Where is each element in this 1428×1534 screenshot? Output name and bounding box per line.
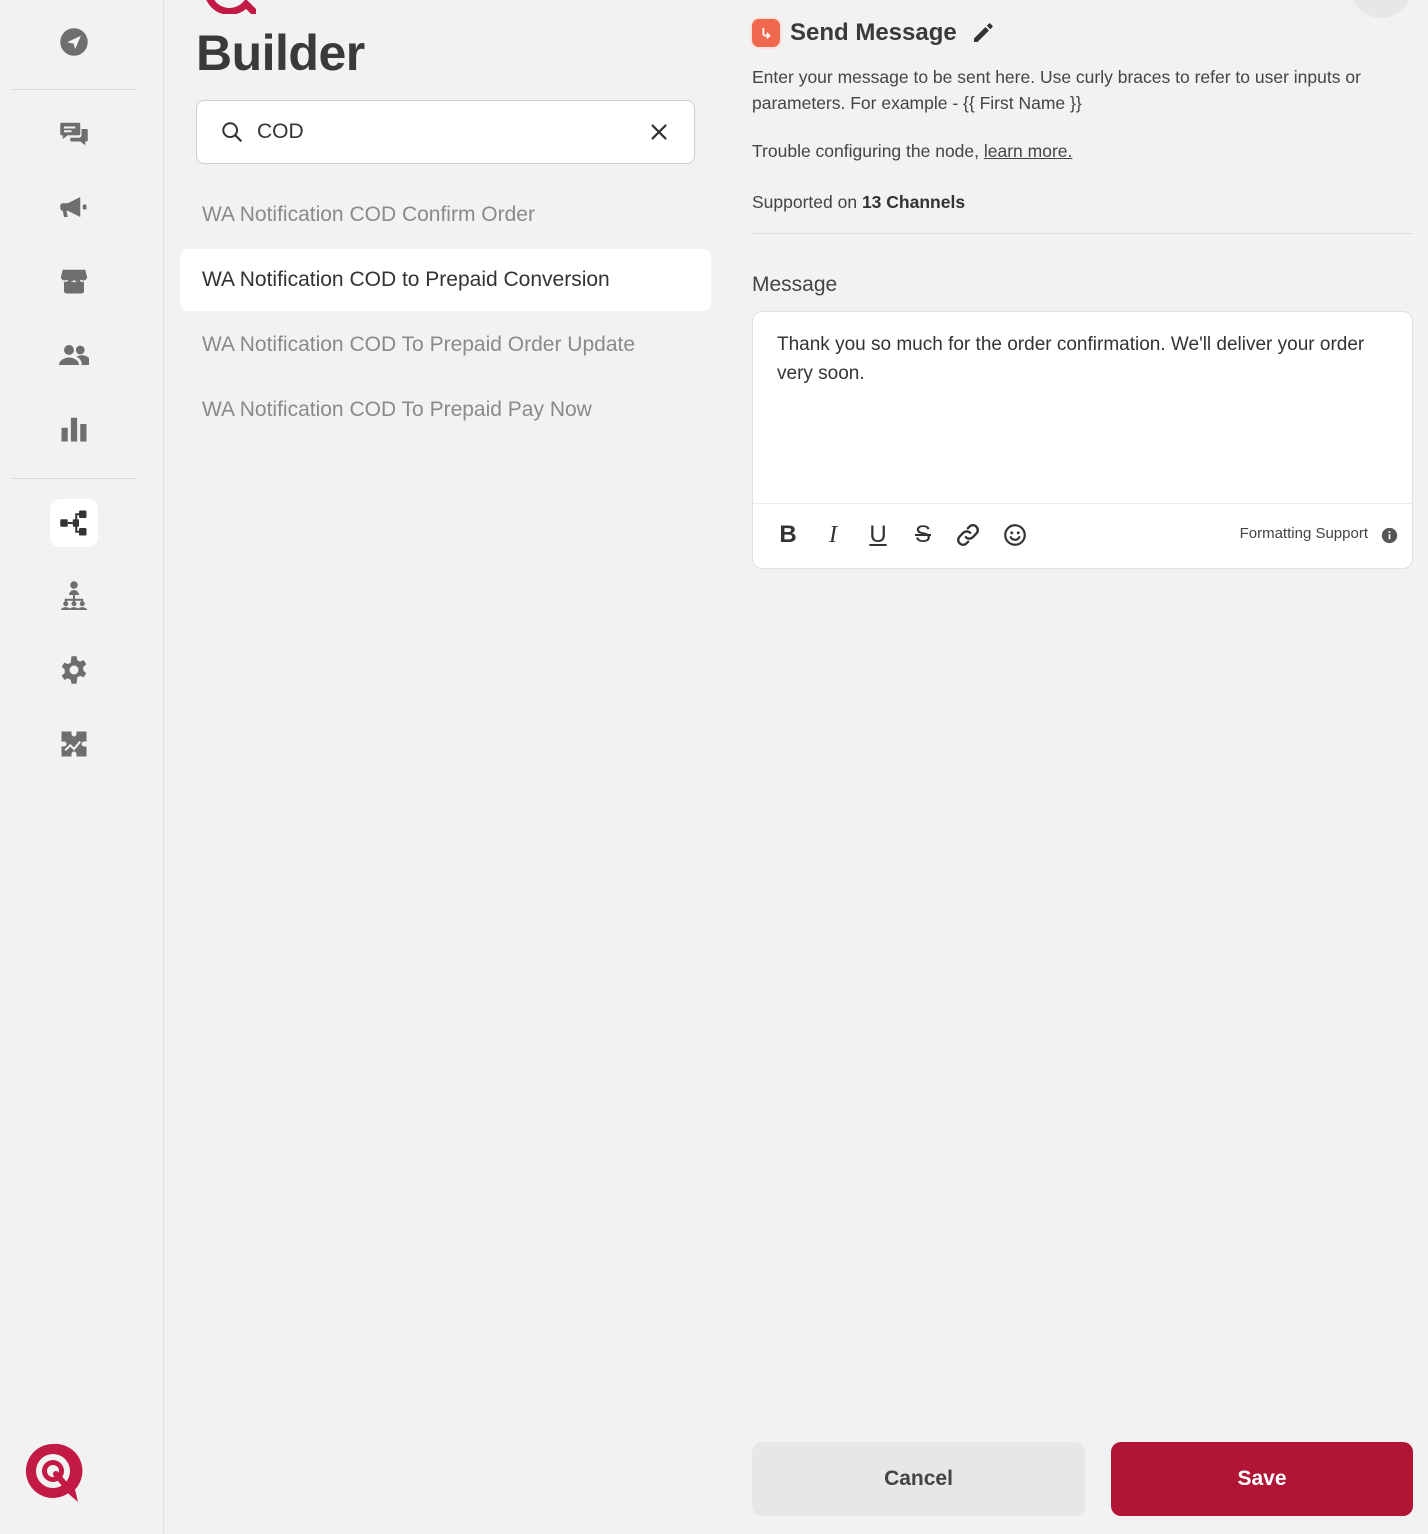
node-description: Enter your message to be sent here. Use curly braces to refer to user inputs or parameters. For example - {{ First Name }}: [752, 67, 1361, 113]
sidebar-divider: [12, 478, 136, 479]
cancel-button[interactable]: Cancel: [752, 1442, 1085, 1516]
learn-more-link[interactable]: learn more.: [983, 141, 1073, 161]
save-button[interactable]: Save: [1111, 1442, 1413, 1516]
sidebar: [0, 0, 164, 1534]
message-editor: [752, 311, 1413, 569]
sidebar-divider: [12, 89, 136, 90]
node-title: Send Message: [790, 19, 957, 46]
megaphone-icon[interactable]: [50, 183, 98, 231]
close-panel-button[interactable]: [1350, 0, 1412, 18]
hierarchy-icon[interactable]: [50, 571, 98, 619]
result-item-label: WA Notification COD Confirm Order: [202, 203, 535, 226]
clear-search-icon[interactable]: [648, 121, 670, 143]
info-icon[interactable]: [1381, 527, 1398, 544]
pencil-icon[interactable]: [971, 21, 995, 45]
result-item[interactable]: [180, 184, 711, 246]
result-item-label: WA Notification COD to Prepaid Conversion: [202, 268, 610, 291]
chat-icon[interactable]: [50, 110, 98, 158]
result-item[interactable]: [180, 314, 711, 376]
italic-button[interactable]: I: [829, 521, 837, 548]
brand-logo-partial: [204, 0, 256, 14]
brand-logo: [22, 1440, 84, 1506]
formatting-toolbar: [753, 503, 1412, 569]
smiley-icon: [1002, 522, 1028, 548]
result-item[interactable]: [180, 379, 711, 441]
store-icon[interactable]: [50, 257, 98, 305]
bar-chart-icon[interactable]: [50, 405, 98, 453]
result-item-label: WA Notification COD To Prepaid Order Update: [202, 333, 636, 356]
flow-builder-icon[interactable]: [50, 499, 98, 547]
node-header: [752, 16, 995, 50]
search-results: [180, 184, 711, 444]
page-title: Builder: [196, 25, 365, 81]
send-message-node-icon: [752, 19, 780, 47]
trouble-text: [752, 141, 1072, 162]
supported-channels: [752, 192, 965, 213]
underline-button[interactable]: U: [869, 521, 887, 548]
panel-divider: [752, 233, 1412, 234]
gear-icon[interactable]: [50, 646, 98, 694]
message-textarea[interactable]: Thank you so much for the order confirmation. We'll deliver your order very soon.: [777, 334, 1365, 384]
trouble-prefix: Trouble configuring the node,: [752, 141, 984, 161]
search-input[interactable]: [257, 120, 648, 144]
bold-button[interactable]: B: [779, 521, 797, 548]
link-button[interactable]: [953, 520, 983, 550]
result-item-selected[interactable]: [180, 249, 711, 311]
search-icon: [221, 121, 243, 143]
message-label: Message: [752, 273, 838, 296]
link-icon: [955, 522, 981, 548]
channel-count[interactable]: 13 Channels: [861, 192, 966, 212]
search-box: [196, 100, 695, 164]
strikethrough-button[interactable]: S: [914, 521, 931, 548]
users-icon[interactable]: [50, 331, 98, 379]
result-item-label: WA Notification COD To Prepaid Pay Now: [202, 398, 592, 421]
puzzle-icon[interactable]: [50, 720, 98, 768]
send-icon[interactable]: [50, 18, 98, 66]
formatting-support-label[interactable]: Formatting Support: [1239, 525, 1368, 542]
emoji-button[interactable]: [1000, 520, 1030, 550]
supported-prefix: Supported on: [752, 192, 862, 212]
